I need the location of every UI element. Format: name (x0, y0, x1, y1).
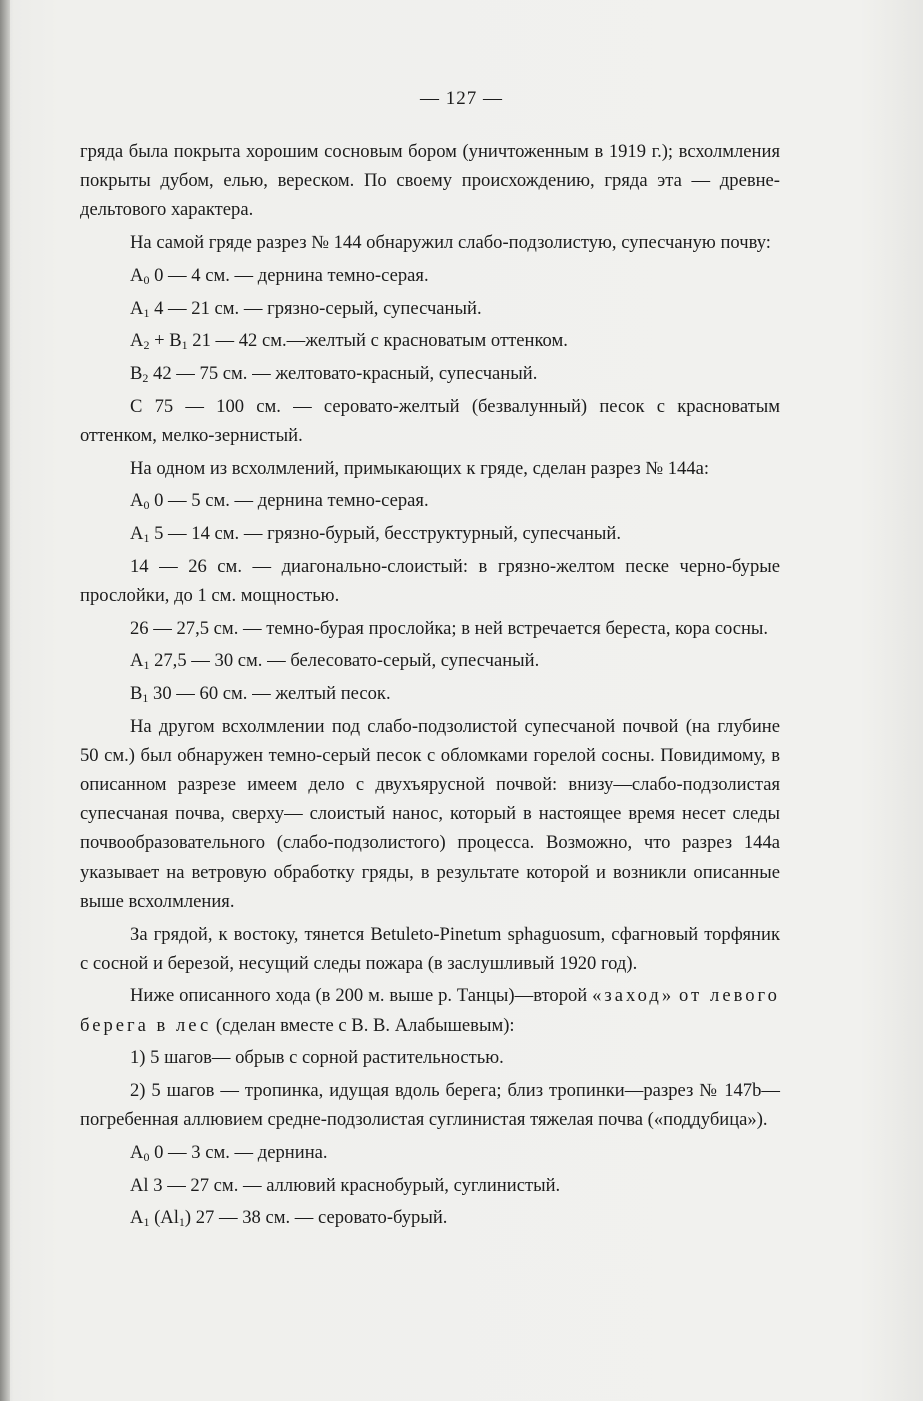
paragraph-ridge: гряда была покрыта хорошим сосновым бором (уничтоженным в 1919 г.); всхолмления покрыты дубом, елью, вереском. По своему происхождению, гряда эта — древне-дельтового характера. (80, 141, 780, 221)
horizon-line: $A_0$ 0 — 4 см. — дернина темно-серая. (130, 264, 429, 287)
list-item-1: 1) 5 шагов— обрыв с сорной растительностью. (130, 1047, 504, 1069)
paragraph-c-horizon: С 75 — 100 см. — серовато-желтый (безвалунный) песок с красноватым оттенком, мелко-зернистый. (80, 395, 780, 446)
paragraph-section-144a: На одном из всхолмлений, примыкающих к гряде, сделан разрез № 144а: (130, 457, 710, 479)
horizon-line: Al 3 — 27 см. — аллювий краснобурый, суглинистый. (130, 1174, 561, 1196)
horizon-line: $B_1$ 30 — 60 см. — желтый песок. (130, 682, 391, 705)
page-number: — 127 — (420, 88, 503, 109)
horizon-line: $A_1$ 27,5 — 30 см. — белесовато-серый, супесчаный. (130, 650, 540, 673)
horizon-line: $A_1$ 4 — 21 см. — грязно-серый, супесчаный. (130, 297, 482, 320)
horizon-line: $B_2$ 42 — 75 см. — желтовато-красный, супесчаный. (130, 362, 538, 385)
horizon-line: $A_1$ $(Al_1)$ 27 — 38 см. — серовато-бурый. (130, 1207, 448, 1230)
horizon-line: $A_2 + B_1$ 21 — 42 см.—желтый с красноватым оттенком. (130, 330, 568, 353)
horizon-line: $A_1$ 5 — 14 см. — грязно-бурый, бесструктурный, супесчаный. (130, 522, 622, 545)
list-item-2: 2) 5 шагов — тропинка, идущая вдоль берега; близ тропинки—разрез № 147b—погребенная аллювием средне-подзолистая суглинистая тяжелая почва («поддубица»). (80, 1080, 780, 1131)
body-text (80, 137, 780, 1236)
horizon-line: $A_0$ 0 — 3 см. — дернина. (130, 1142, 328, 1164)
paragraph-layer-26-27: 26 — 27,5 см. — темно-бурая прослойка; в ней встречается береста, кора сосны. (130, 617, 769, 639)
paragraph-other-hill: На другом всхолмлении под слабо-подзолистой супесчаной почвой (на глубине 50 см.) был обнаружен темно-серый песок с обломками горелой сосны. Повидимому, в описанном разрезе имеем дело с двухъярусной почвой: внизу—слабо-подзолистая супесчаная почва, сверху— слоистый нанос, который в настоящее время несет следы почвообразовательного (слабо-подзолистого) процесса. Возможно, что разрез 144а указывает на ветровую обработку гряды, в результате которой и возникли описанные выше всхолмления. (80, 715, 780, 912)
paragraph-layer-14-26: 14 — 26 см. — диагонально-слоистый: в грязно-желтом песке черно-бурые прослойки, до 1 см. мощностью. (80, 555, 780, 606)
book-spine-shadow (0, 0, 10, 1401)
horizon-line: $A_0$ 0 — 5 см. — дернина темно-серая. (130, 490, 429, 513)
paragraph-section-144: На самой гряде разрез № 144 обнаружил слабо-подзолистую, супесчаную почву: (130, 232, 771, 254)
paragraph-second-entry: Ниже описанного хода (в 200 м. выше р. Танцы)—второй «заход» от левого берега в лес (сделан вместе с В. В. Алабышевым): (80, 985, 780, 1036)
paragraph-peat-bog: За грядой, к востоку, тянется Betuleto-Pinetum sphaguosum, сфагновый торфяник с сосной и березой, несущий следы пожара (в заслушливый 1920 год). (80, 923, 780, 974)
